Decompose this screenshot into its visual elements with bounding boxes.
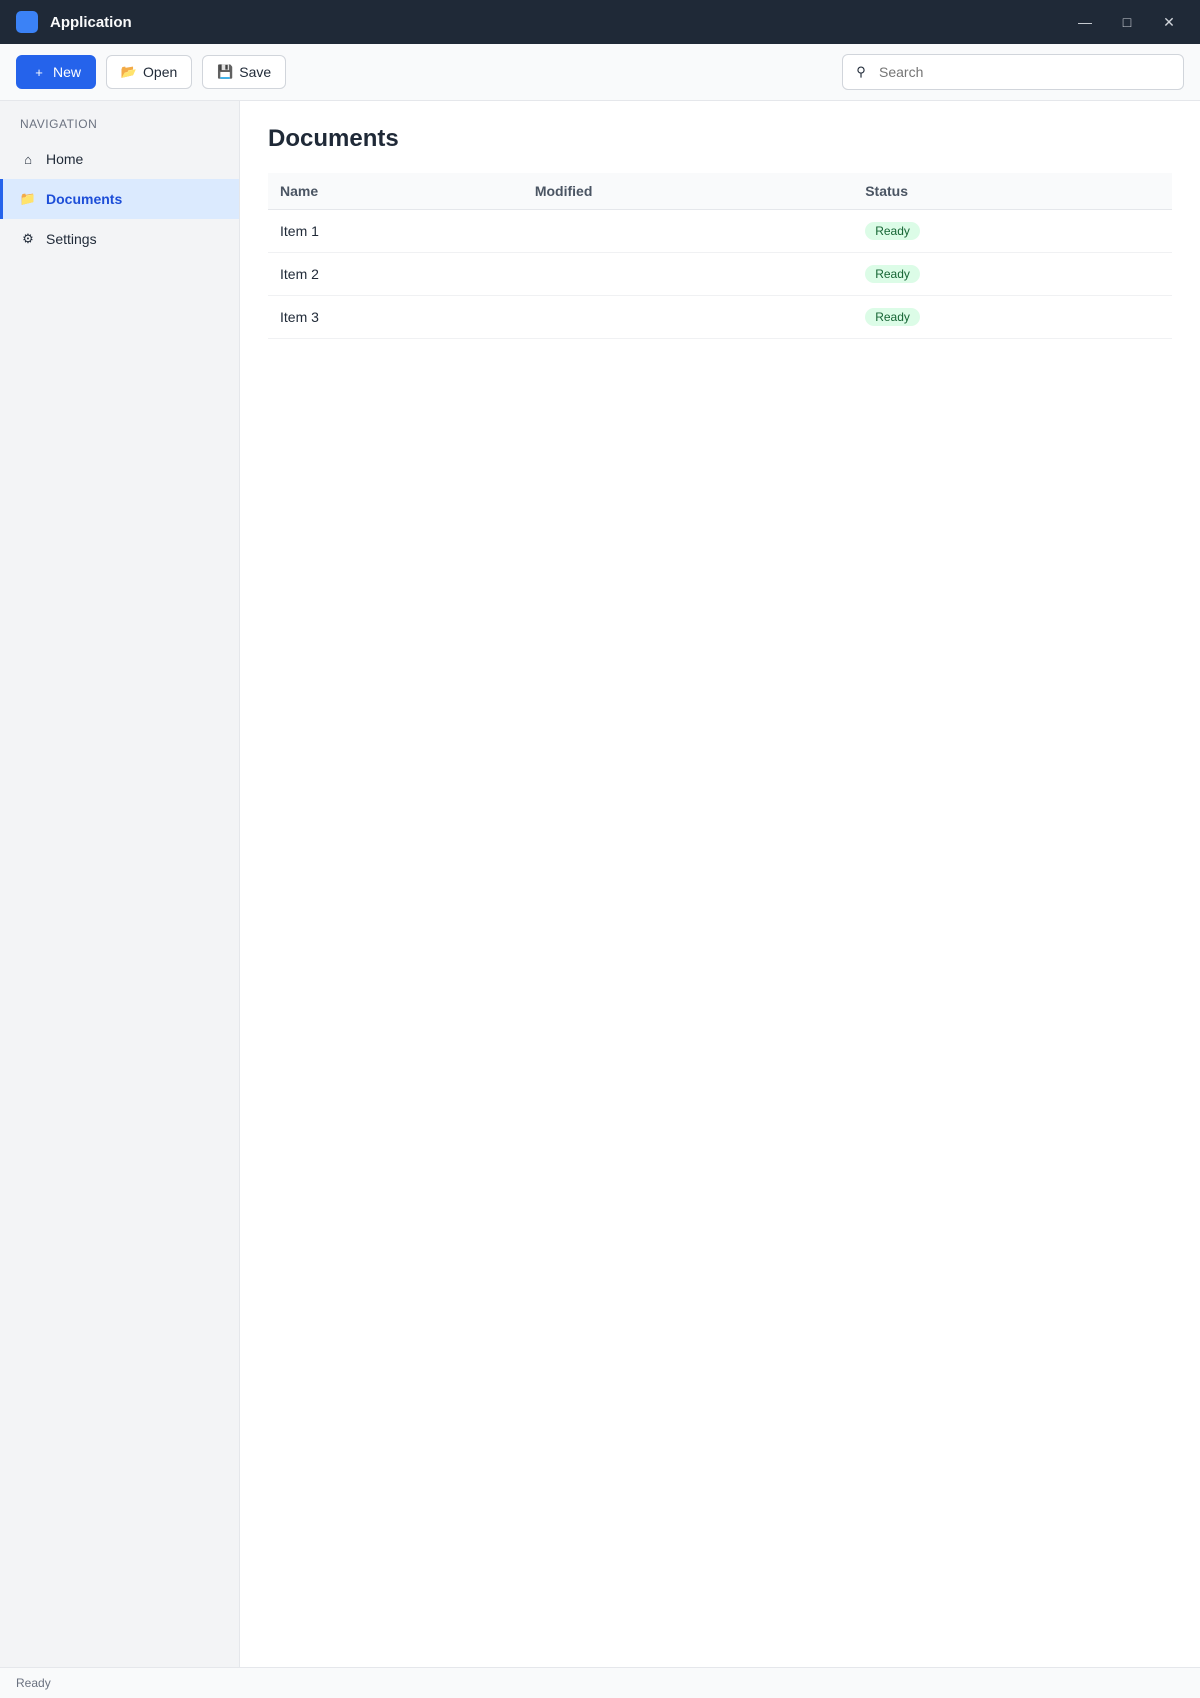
sidebar-item-settings[interactable] (0, 219, 239, 259)
sidebar-heading: NAVIGATION (20, 117, 98, 131)
column-header[interactable]: Status (853, 173, 1172, 210)
row-name: Item 1 (268, 210, 523, 253)
new-button[interactable] (16, 55, 96, 89)
sidebar-item-label: Documents (46, 191, 123, 207)
column-header[interactable]: Modified (523, 173, 853, 210)
status-text: Ready (16, 1676, 51, 1690)
row-modified (523, 253, 853, 296)
maximize-icon[interactable]: □ (1122, 14, 1132, 30)
table-row[interactable] (268, 253, 1172, 296)
save-icon: 💾 (217, 64, 234, 79)
table-row[interactable] (268, 296, 1172, 339)
status-badge: Ready (865, 308, 920, 326)
sidebar-item-documents[interactable] (0, 179, 239, 219)
status-bar (0, 1667, 1200, 1698)
row-name: Item 2 (268, 253, 523, 296)
open-button[interactable] (106, 55, 192, 89)
row-name: Item 3 (268, 296, 523, 339)
status-badge: Ready (865, 265, 920, 283)
home-icon: ⌂ (24, 151, 32, 167)
sidebar-item-label: Home (46, 151, 84, 167)
close-icon[interactable]: ✕ (1163, 13, 1175, 30)
column-header[interactable]: Name (268, 173, 523, 210)
search-input[interactable] (877, 63, 1173, 81)
save-button-label: Save (239, 64, 272, 80)
status-badge: Ready (865, 222, 920, 240)
app-logo-icon (16, 11, 38, 33)
search-box (842, 54, 1184, 90)
page-title: Documents (268, 125, 399, 152)
table-row[interactable] (268, 210, 1172, 253)
title-bar (0, 0, 1200, 44)
documents-table (268, 173, 1172, 339)
gear-icon: ⚙ (22, 231, 34, 246)
row-status-cell (853, 210, 1172, 253)
row-modified (523, 296, 853, 339)
save-button[interactable] (202, 55, 286, 89)
new-button-label: New (53, 64, 82, 80)
toolbar (0, 44, 1200, 101)
row-modified (523, 210, 853, 253)
row-status-cell (853, 296, 1172, 339)
minimize-icon[interactable]: — (1078, 14, 1092, 30)
open-button-label: Open (143, 64, 178, 80)
sidebar (0, 101, 240, 1667)
main-content (240, 101, 1200, 1667)
search-icon: ⚲ (856, 64, 866, 79)
folder-open-icon: 📂 (120, 64, 138, 79)
folder-icon: 📁 (19, 191, 37, 206)
body-area (0, 101, 1200, 1667)
window-title: Application (50, 13, 132, 31)
row-status-cell (853, 253, 1172, 296)
sidebar-item-home[interactable] (0, 139, 239, 179)
plus-icon: + (35, 64, 43, 80)
sidebar-item-label: Settings (46, 231, 97, 247)
table-header-row (268, 173, 1172, 210)
